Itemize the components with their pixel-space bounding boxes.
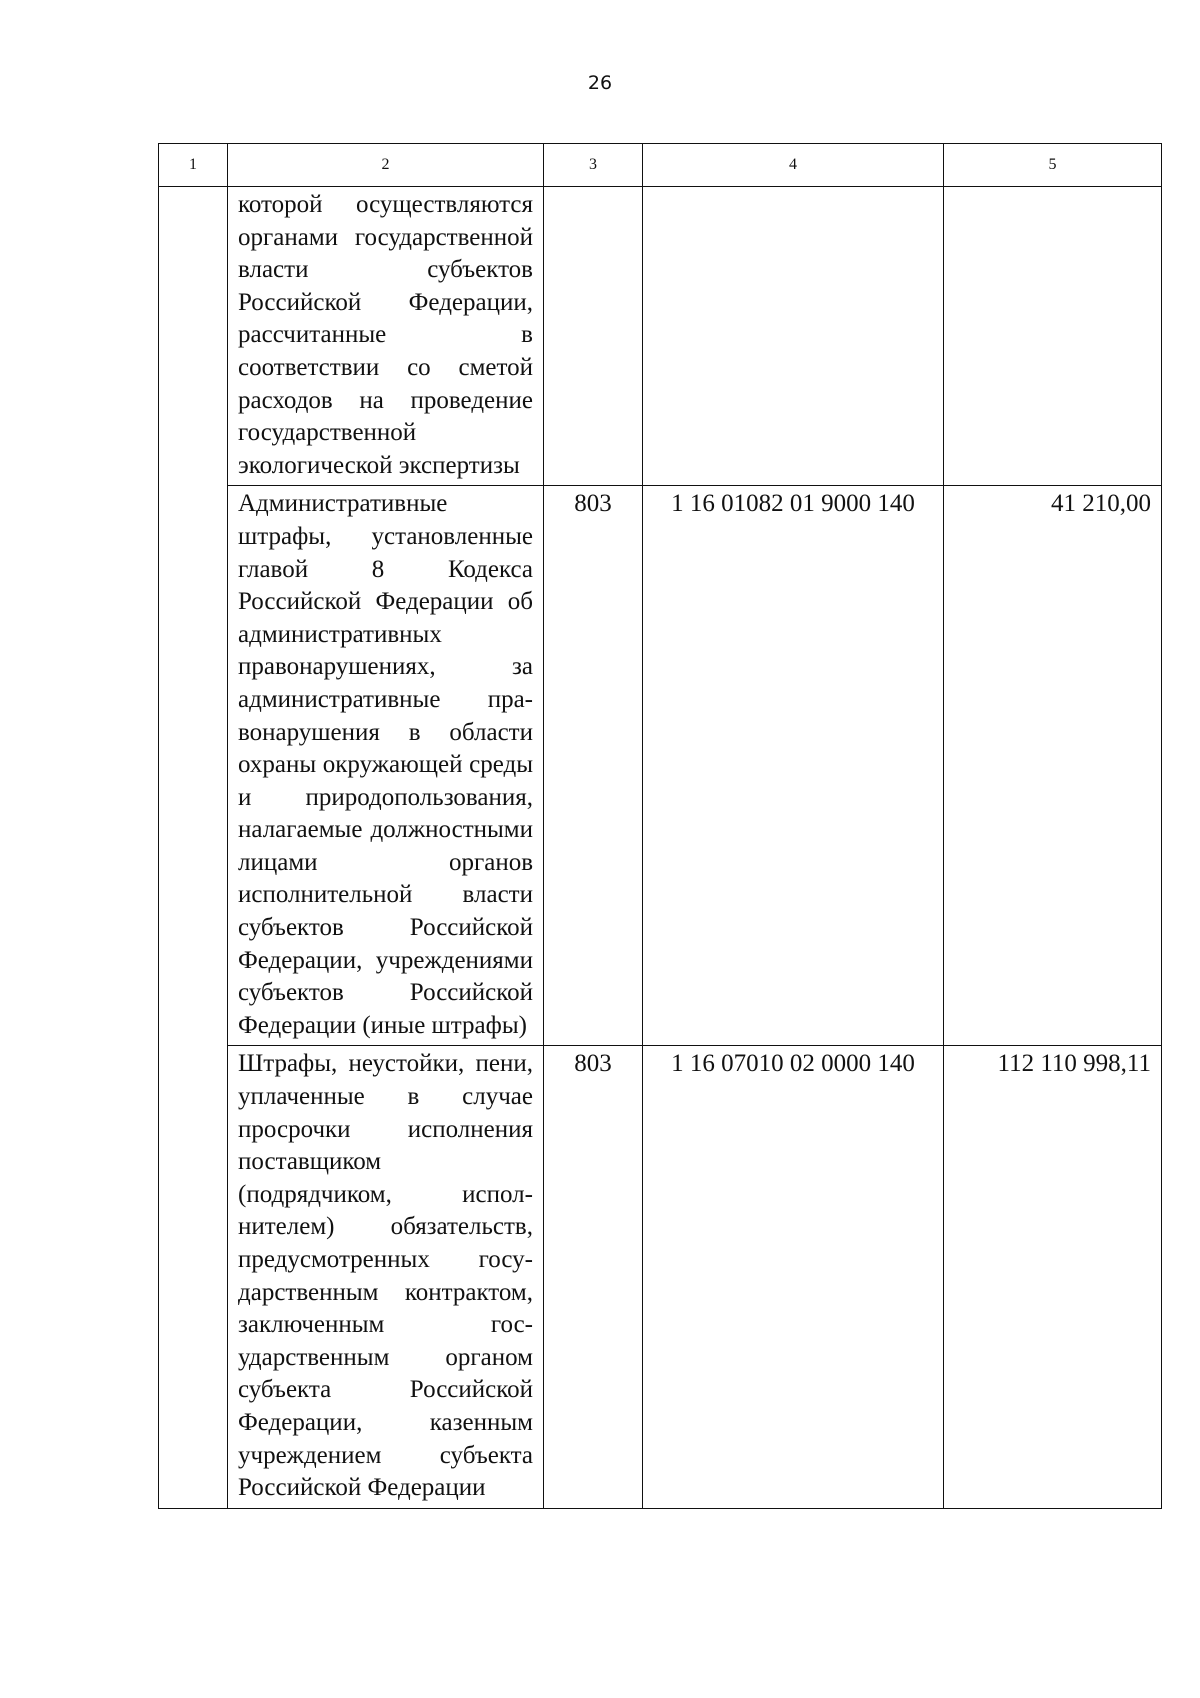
table-row <box>159 486 1162 1046</box>
amount-cell <box>944 187 1162 486</box>
kbk-cell <box>643 1046 944 1508</box>
kbk-cell <box>643 486 944 1046</box>
header-cell-4: 4 <box>643 144 944 187</box>
page-number: 26 <box>587 72 613 94</box>
description-cell <box>228 187 544 486</box>
table-header-row <box>159 144 1162 187</box>
row-number-cell <box>159 1046 228 1508</box>
row-number-cell <box>159 486 228 1046</box>
kbk-text: 1 16 07010 02 0000 140 <box>671 1050 915 1078</box>
description-cell <box>228 486 544 1046</box>
admin-code-cell <box>544 486 643 1046</box>
amount-cell <box>944 1046 1162 1508</box>
admin-code-text <box>544 187 642 189</box>
kbk-cell <box>643 187 944 486</box>
admin-code-cell <box>544 1046 643 1508</box>
table-row <box>159 187 1162 486</box>
amount-text: 112 110 998,11 <box>997 1050 1151 1078</box>
amount-text <box>944 187 1161 189</box>
header-cell-1: 1 <box>159 144 228 187</box>
header-cell-5: 5 <box>944 144 1162 187</box>
amount-text: 41 210,00 <box>1051 490 1151 518</box>
admin-code-cell <box>544 187 643 486</box>
budget-table <box>158 143 1162 1509</box>
description-text: Административные штрафы, установленные главой 8 Кодекса Российской Федерации об административных правонарушениях, за административные правонарушения в области охраны окружающей среды и природопользования, налагаемые должностными лицами органов исполнительной власти субъектов Российской Федерации, учреждениями субъектов Российской Федерации (иные штрафы) <box>238 490 533 1039</box>
description-text: Штрафы, неустойки, пени, уплаченные в случае просрочки исполнения поставщиком (подрядчиком, исполнителем) обязательств, предусмотренных государственным контрактом, заключенным государственным органом субъекта Российской Федерации, казенным учреждением субъекта Российской Федерации <box>238 1050 533 1502</box>
table-row <box>159 1046 1162 1508</box>
amount-cell <box>944 486 1162 1046</box>
kbk-text: 1 16 01082 01 9000 140 <box>671 490 915 518</box>
header-cell-2: 2 <box>228 144 544 187</box>
admin-code-text: 803 <box>574 490 612 518</box>
header-cell-3: 3 <box>544 144 643 187</box>
row-number-cell <box>159 187 228 486</box>
kbk-text <box>643 187 943 189</box>
description-text: которой осуществляются органами государственной власти субъектов Российской Федерации, рассчитанные в соответствии со сметой расходов на проведение государственной экологической экспертизы <box>238 191 533 479</box>
description-cell <box>228 1046 544 1508</box>
admin-code-text: 803 <box>574 1050 612 1078</box>
